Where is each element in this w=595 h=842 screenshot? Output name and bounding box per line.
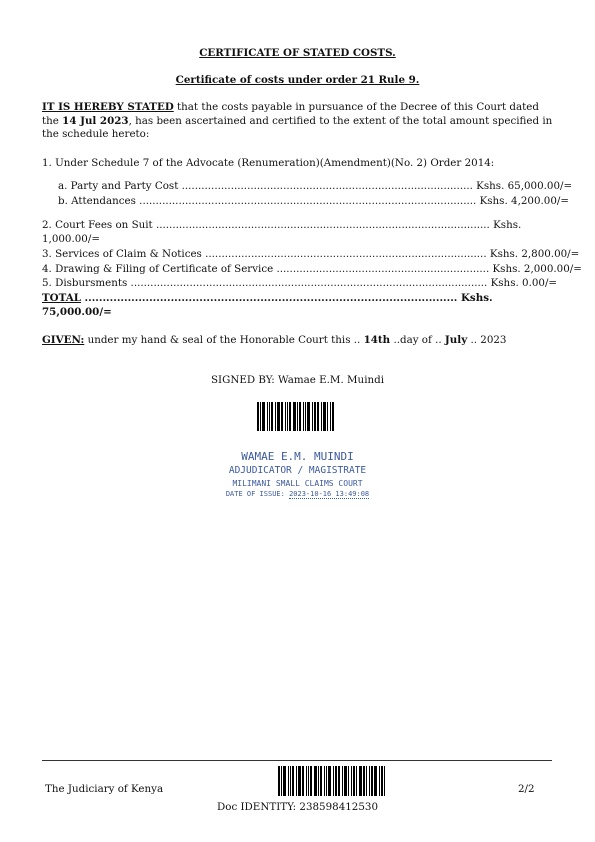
- footer-divider: [42, 760, 552, 761]
- decree-date: 14 Jul 2023: [62, 114, 129, 127]
- barcode-bar: [323, 402, 326, 431]
- signed-by: SIGNED BY: Wamae E.M. Muindi: [210, 374, 384, 386]
- schedule-item-attendances: b. Attendances ....................................................................................................... Kshs. 4,200.00/=: [58, 195, 569, 207]
- barcode-bar: [312, 402, 313, 431]
- total-label: TOTAL: [42, 292, 81, 304]
- barcode-bar: [342, 766, 343, 796]
- barcode-bar: [328, 766, 331, 796]
- barcode-bar: [326, 766, 327, 796]
- barcode-bar: [320, 766, 322, 796]
- barcode-bar: [306, 766, 307, 796]
- barcode-bar: [366, 766, 367, 796]
- barcode-bar: [332, 402, 334, 431]
- barcode-bar: [338, 766, 340, 796]
- given-text-3: .. 2023: [467, 334, 507, 346]
- stamp-name: WAMAE E.M. MUINDI: [241, 450, 354, 463]
- page-subtitle: Certificate of costs under order 21 Rule 9.: [175, 74, 420, 86]
- barcode-bar: [283, 766, 286, 796]
- barcode-bar: [289, 402, 291, 431]
- barcode-bar: [299, 402, 301, 431]
- stamp-role: ADJUDICATOR / MAGISTRATE: [228, 465, 367, 476]
- stamp-court: MILIMANI SMALL CLAIMS COURT: [232, 479, 363, 488]
- barcode-bar: [260, 402, 261, 431]
- barcode-bar: [344, 766, 347, 796]
- barcode-bar: [363, 766, 365, 796]
- barcode-bar: [277, 402, 280, 431]
- barcode-bar: [257, 402, 259, 431]
- barcode-bar: [330, 402, 331, 431]
- barcode-bar: [281, 766, 282, 796]
- barcode-bar: [308, 766, 309, 796]
- barcode-bar: [278, 766, 280, 796]
- stamp-issue-label: DATE OF ISSUE:: [225, 490, 290, 498]
- drawing-line: 4. Drawing & Filing of Certificate of Service ................................................................. Kshs. 2,000.00/=: [42, 263, 582, 275]
- footer-organization: The Judiciary of Kenya: [45, 783, 164, 795]
- given-month: July: [444, 334, 468, 346]
- total-amount: 75,000.00/=: [42, 306, 112, 318]
- barcode-bar: [293, 402, 296, 431]
- barcode-bar: [318, 766, 319, 796]
- intro-text-2: , has been ascertained and certified to the extent of the total amount specified in the schedule hereto:: [42, 114, 553, 140]
- barcode-bar: [353, 766, 355, 796]
- barcode-bar: [327, 402, 328, 431]
- barcode-bar: [321, 402, 322, 431]
- given-line: [42, 334, 507, 346]
- intro-paragraph: [42, 101, 554, 142]
- barcode-bar: [305, 402, 306, 431]
- total-dots: ........................................................................................................ Kshs.: [80, 292, 493, 304]
- given-text-2: ..day of ..: [390, 334, 445, 346]
- barcode-bar: [384, 766, 385, 796]
- barcode-bar: [314, 402, 316, 431]
- signature-barcode: [257, 402, 335, 431]
- schedule-item-party-cost: a. Party and Party Cost ......................................................................................... Kshs. 65,000.00/=: [58, 180, 573, 192]
- intro-lead: IT IS HEREBY STATED: [42, 101, 174, 113]
- barcode-bar: [302, 766, 304, 796]
- barcode-bar: [374, 766, 377, 796]
- barcode-bar: [369, 766, 370, 796]
- services-line: 3. Services of Claim & Notices ...................................................................................... Kshs. 2,800.00/=: [42, 248, 580, 260]
- stamp-issue-date: 2023-10-16 13:49:08: [289, 490, 370, 498]
- schedule-heading: 1. Under Schedule 7 of the Advocate (Renumeration)(Amendment)(No. 2) Order 2014:: [42, 157, 495, 169]
- barcode-bar: [297, 402, 298, 431]
- given-text-1: under my hand & seal of the Honorable Court this ..: [84, 334, 364, 346]
- given-label: GIVEN:: [42, 334, 85, 346]
- barcode-bar: [335, 766, 337, 796]
- barcode-bar: [298, 766, 301, 796]
- barcode-bar: [317, 402, 319, 431]
- barcode-bar: [296, 766, 297, 796]
- page-title: CERTIFICATE OF STATED COSTS.: [199, 47, 396, 59]
- barcode-bar: [356, 766, 357, 796]
- barcode-bar: [292, 766, 294, 796]
- barcode-bar: [310, 766, 312, 796]
- barcode-bar: [324, 766, 325, 796]
- barcode-bar: [379, 766, 380, 796]
- stamp-issue: [0, 490, 595, 498]
- barcode-bar: [333, 766, 334, 796]
- barcode-bar: [267, 402, 268, 431]
- document-identity: Doc IDENTITY: 238598412530: [216, 801, 379, 813]
- intro-text-1: that the costs payable in pursuance of the Decree of this Court dated the: [42, 101, 539, 127]
- disbursments-line: 5. Disbursments ............................................................................................................. Kshs. 0.00/=: [42, 277, 558, 289]
- page-number: 2/2: [518, 783, 535, 795]
- barcode-bar: [307, 402, 310, 431]
- court-fees-amount: 1,000.00/=: [42, 233, 100, 245]
- barcode-bar: [303, 402, 304, 431]
- barcode-bar: [381, 766, 383, 796]
- barcode-bar: [281, 402, 283, 431]
- barcode-bar: [348, 766, 349, 796]
- barcode-bar: [371, 766, 373, 796]
- barcode-bar: [275, 402, 276, 431]
- barcode-bar: [269, 402, 270, 431]
- barcode-bar: [351, 766, 352, 796]
- given-day: 14th: [363, 334, 391, 346]
- document-barcode: [278, 766, 387, 796]
- total-line: [42, 292, 493, 304]
- barcode-bar: [271, 402, 273, 431]
- barcode-bar: [288, 766, 289, 796]
- barcode-bar: [314, 766, 317, 796]
- barcode-bar: [285, 402, 286, 431]
- barcode-bar: [287, 402, 288, 431]
- barcode-bar: [290, 766, 291, 796]
- court-fees-line: 2. Court Fees on Suit ...................................................................................................... Kshs.: [42, 219, 522, 231]
- barcode-bar: [262, 402, 265, 431]
- barcode-bar: [359, 766, 362, 796]
